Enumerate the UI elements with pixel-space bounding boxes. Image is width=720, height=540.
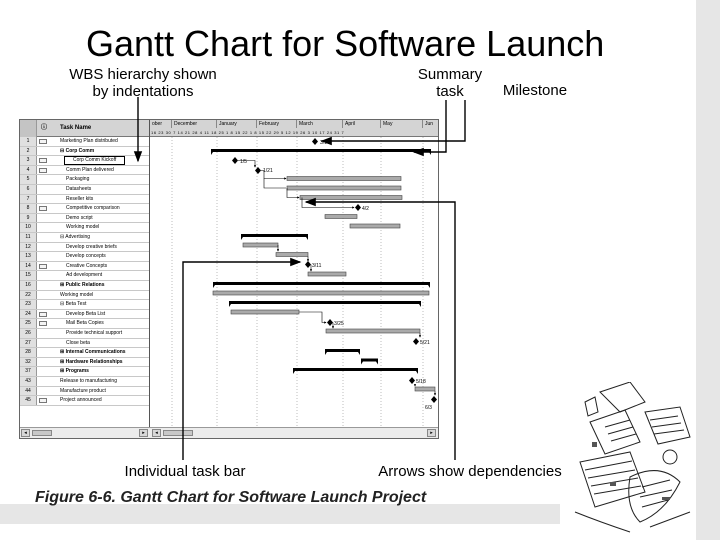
task-name[interactable]: ⊞ Internal Communications	[60, 349, 126, 356]
month-label: December	[172, 120, 217, 128]
info-column-header: ⓘ	[40, 125, 47, 131]
task-name[interactable]: Project announced	[60, 397, 102, 404]
task-name[interactable]: Manufacture product	[60, 387, 106, 394]
row-number: 7	[20, 195, 37, 204]
row-number: 27	[20, 339, 37, 348]
task-name[interactable]: ⊞ Public Relations	[60, 282, 105, 288]
row-number: 2	[20, 147, 37, 156]
row-number: 16	[20, 281, 37, 290]
task-name[interactable]: Ad development	[66, 272, 103, 279]
task-name[interactable]: Close beta	[66, 339, 90, 346]
week-labels: 16 23 30 7 14 21 28 4 11 18 25 1 8 15 22 1 8 15 22 29 5 12 19 26 3 10 17 24 31 7	[151, 130, 345, 135]
row-number: 23	[20, 300, 37, 309]
row-number: 13	[20, 252, 37, 261]
scroll-left-icon[interactable]: ◂	[152, 429, 161, 437]
wbs-annotation-line2: by indentations	[92, 83, 194, 100]
milestone-date-label: 3/25	[334, 321, 344, 327]
milestone-date-label: 1/21	[263, 168, 273, 174]
task-name[interactable]: Working model	[66, 224, 100, 231]
row-number: 11	[20, 233, 37, 242]
figure-caption: Figure 6-6. Gantt Chart for Software Launch Project	[35, 489, 427, 506]
month-label: April	[343, 120, 381, 128]
month-label: February	[257, 120, 297, 128]
month-label: March	[297, 120, 343, 128]
row-number: 5	[20, 175, 37, 184]
task-name[interactable]: ⊞ Hardware Relationships	[60, 358, 123, 365]
milestone-date-label: 3/17	[320, 140, 330, 146]
task-name[interactable]: ⊟ Corp Comm	[60, 147, 95, 154]
row-number: 15	[20, 271, 37, 280]
slide-title: Gantt Chart for Software Launch	[86, 23, 605, 64]
task-name[interactable]: Develop creative briefs	[66, 243, 117, 250]
row-number: 1	[20, 137, 37, 146]
row-number: 45	[20, 396, 37, 405]
row-number: 8	[20, 204, 37, 213]
row-number: 6	[20, 185, 37, 194]
row-number: 32	[20, 358, 37, 367]
row-number: 3	[20, 156, 37, 165]
row-number: 43	[20, 377, 37, 386]
milestone-annotation: Milestone	[502, 82, 568, 99]
row-number: 37	[20, 367, 37, 376]
row-number: 12	[20, 243, 37, 252]
row-number: 44	[20, 387, 37, 396]
task-name[interactable]: Comm Plan delivered	[66, 166, 114, 173]
task-name[interactable]: Datasheets	[66, 186, 92, 192]
row-number: 25	[20, 319, 37, 328]
task-name[interactable]: Provide technical support	[66, 330, 123, 336]
task-name[interactable]: ⊟ Advertising	[60, 234, 91, 240]
task-name-column-header: Task Name	[60, 125, 92, 131]
task-name[interactable]: Reseller kits	[66, 195, 94, 202]
row-number: 28	[20, 348, 37, 357]
row-number: 4	[20, 166, 37, 175]
task-name[interactable]: Develop concepts	[66, 253, 106, 260]
month-label: January	[217, 120, 257, 128]
wbs-annotation-line1: WBS hierarchy shown	[69, 66, 217, 83]
task-name[interactable]: Release to manufacturing	[60, 378, 117, 384]
milestone-date-label: 6/3	[425, 405, 432, 411]
milestone-date-label: 1/5	[240, 159, 247, 165]
task-name[interactable]: Working model	[60, 291, 94, 298]
task-name[interactable]: Marketing Plan distributed	[60, 138, 118, 144]
summary-annotation-line2: task	[436, 83, 464, 100]
milestone-date-label: 5/21	[420, 340, 430, 346]
month-label: ober	[150, 120, 172, 128]
milestone-date-label: 5/18	[416, 379, 426, 385]
month-label: May	[381, 120, 423, 128]
row-number: 24	[20, 310, 37, 319]
task-name[interactable]: Creative Concepts	[66, 262, 108, 269]
dependencies-annotation: Arrows show dependencies	[378, 463, 562, 480]
task-name[interactable]: ⊞ Programs	[60, 368, 89, 375]
month-label: Jun	[425, 121, 434, 127]
task-name[interactable]: Mail Beta Copies	[66, 320, 104, 327]
scroll-left-icon[interactable]: ◂	[21, 429, 30, 437]
task-name[interactable]: ⊟ Beta Test	[60, 301, 87, 308]
summary-annotation-line1: Summary	[417, 66, 483, 83]
scroll-right-icon[interactable]: ▸	[139, 429, 148, 437]
decorative-sketch	[570, 382, 695, 534]
scroll-right-icon[interactable]: ▸	[427, 429, 436, 437]
row-number: 9	[20, 214, 37, 223]
milestone-date-label: 4/2	[362, 206, 369, 212]
milestone-date-label: 3/11	[312, 263, 322, 269]
task-bar-annotation: Individual task bar	[124, 463, 246, 480]
task-name[interactable]: Packaging	[66, 176, 90, 183]
row-number: 10	[20, 223, 37, 232]
row-number: 22	[20, 291, 37, 300]
row-number: 26	[20, 329, 37, 338]
task-name[interactable]: Corp Comm Kickoff	[64, 156, 125, 165]
task-name[interactable]: Develop Beta List	[66, 310, 106, 317]
task-name[interactable]: Competitive comparison	[66, 205, 120, 212]
row-number: 14	[20, 262, 37, 271]
task-name[interactable]: Demo script	[66, 214, 93, 221]
